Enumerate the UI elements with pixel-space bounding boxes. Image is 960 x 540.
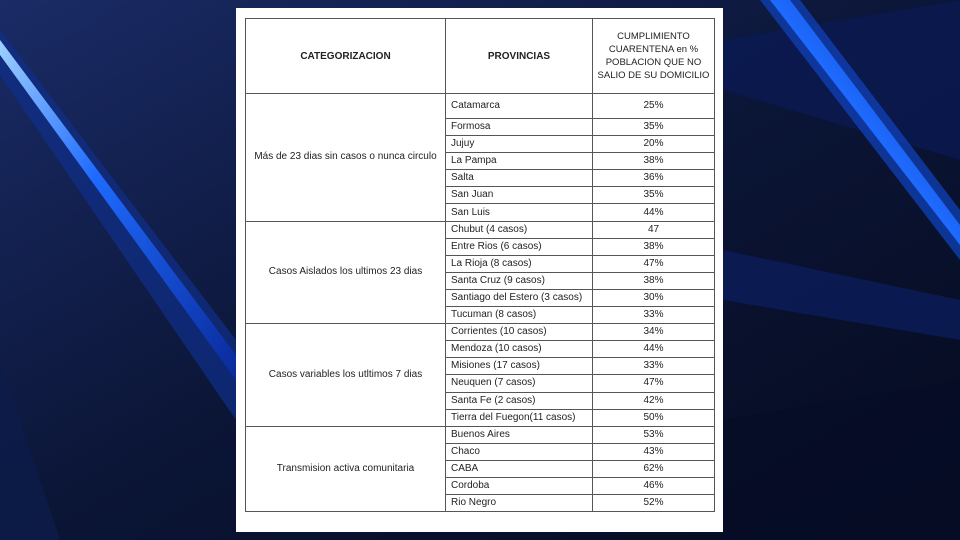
compliance-cell: 35%	[593, 187, 715, 204]
compliance-cell: 43%	[593, 443, 715, 460]
province-cell: Chaco	[446, 443, 593, 460]
table-row	[246, 221, 715, 238]
compliance-cell: 36%	[593, 170, 715, 187]
province-cell: Formosa	[446, 119, 593, 136]
category-cell: Más de 23 dias sin casos o nunca circulo	[246, 94, 446, 222]
compliance-cell: 38%	[593, 153, 715, 170]
compliance-cell: 33%	[593, 358, 715, 375]
province-cell: Buenos Aires	[446, 426, 593, 443]
table-row	[246, 324, 715, 341]
table-body	[246, 94, 715, 512]
province-cell: Corrientes (10 casos)	[446, 324, 593, 341]
compliance-cell: 25%	[593, 94, 715, 119]
compliance-cell: 53%	[593, 426, 715, 443]
category-cell: Transmision activa comunitaria	[246, 426, 446, 511]
header-categorization: CATEGORIZACION	[246, 19, 446, 94]
province-cell: Jujuy	[446, 136, 593, 153]
province-cell: Santiago del Estero (3 casos)	[446, 289, 593, 306]
compliance-cell: 62%	[593, 460, 715, 477]
compliance-cell: 52%	[593, 495, 715, 512]
quarantine-compliance-table	[245, 18, 715, 512]
province-cell: Neuquen (7 casos)	[446, 375, 593, 392]
province-cell: Entre Rios (6 casos)	[446, 238, 593, 255]
compliance-cell: 47	[593, 221, 715, 238]
province-cell: Tierra del Fuegon(11 casos)	[446, 409, 593, 426]
province-cell: Salta	[446, 170, 593, 187]
compliance-cell: 34%	[593, 324, 715, 341]
province-cell: Santa Cruz (9 casos)	[446, 272, 593, 289]
document-page	[236, 8, 723, 532]
province-cell: Chubut (4 casos)	[446, 221, 593, 238]
province-cell: Santa Fe (2 casos)	[446, 392, 593, 409]
header-compliance: CUMPLIMIENTO CUARENTENA en % POBLACION QUE NO SALIO DE SU DOMICILIO	[593, 19, 715, 94]
province-cell: Mendoza (10 casos)	[446, 341, 593, 358]
compliance-cell: 47%	[593, 255, 715, 272]
compliance-cell: 20%	[593, 136, 715, 153]
compliance-cell: 33%	[593, 307, 715, 324]
compliance-cell: 46%	[593, 477, 715, 494]
compliance-cell: 44%	[593, 204, 715, 221]
province-cell: La Rioja (8 casos)	[446, 255, 593, 272]
compliance-cell: 38%	[593, 272, 715, 289]
compliance-cell: 35%	[593, 119, 715, 136]
compliance-cell: 44%	[593, 341, 715, 358]
compliance-cell: 50%	[593, 409, 715, 426]
table-row	[246, 94, 715, 119]
province-cell: Rio Negro	[446, 495, 593, 512]
header-provinces: PROVINCIAS	[446, 19, 593, 94]
province-cell: Catamarca	[446, 94, 593, 119]
category-cell: Casos variables los utltimos 7 dias	[246, 324, 446, 427]
header-row	[246, 19, 715, 94]
province-cell: San Juan	[446, 187, 593, 204]
province-cell: San Luis	[446, 204, 593, 221]
province-cell: Cordoba	[446, 477, 593, 494]
compliance-cell: 42%	[593, 392, 715, 409]
compliance-cell: 30%	[593, 289, 715, 306]
province-cell: La Pampa	[446, 153, 593, 170]
province-cell: Misiones (17 casos)	[446, 358, 593, 375]
table-row	[246, 426, 715, 443]
province-cell: CABA	[446, 460, 593, 477]
compliance-cell: 47%	[593, 375, 715, 392]
province-cell: Tucuman (8 casos)	[446, 307, 593, 324]
compliance-cell: 38%	[593, 238, 715, 255]
category-cell: Casos Aislados los ultimos 23 dias	[246, 221, 446, 324]
